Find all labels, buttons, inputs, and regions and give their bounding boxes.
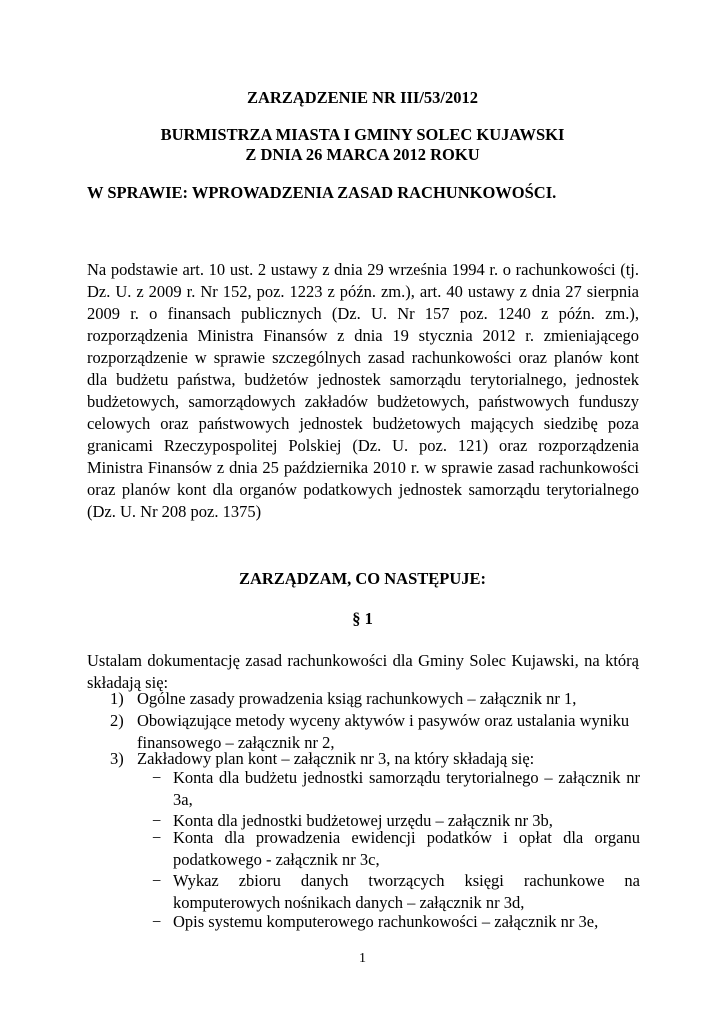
dash-bullet-icon: − (152, 811, 162, 830)
sub-list-item-text: Konta dla prowadzenia ewidencji podatków i opłat dla organu podatkowego - załącznik nr 3c, (173, 828, 640, 869)
decree-heading: ZARZĄDZAM, CO NASTĘPUJE: (238, 569, 487, 588)
list-item (110, 688, 645, 710)
document-title: ZARZĄDZENIE NR III/53/2012 (246, 88, 479, 107)
preamble-paragraph: Na podstawie art. 10 ust. 2 ustawy z dnia 29 września 1994 r. o rachunkowości (tj. Dz. U. z 2009 r. Nr 152, poz. 1223 z późn. zm.), art. 40 ustawy z dnia 27 sierpnia 2009 r. o finansach publicznych (Dz. U. Nr 157 poz. 1240 z późn. zm.), rozporządzenia Ministra Finansów z dnia 19 stycznia 2012 r. zmieniającego rozporządzenie w sprawie szczególnych zasad rachunkowości oraz planów kont dla budżetu państwa, budżetów jednostek samorządu terytorialnego, jednostek budżetowych, samorządowych zakładów budżetowych, państwowych funduszy celowych oraz państwowych jednostek budżetowych mających siedzibę poza granicami Rzeczypospolitej Polskiej (Dz. U. poz. 121) oraz rozporządzenia Ministra Finansów z dnia 25 października 2010 r. w sprawie zasad rachunkowości oraz planów kont dla organów podatkowych jednostek samorządu terytorialnego (Dz. U. Nr 208 poz. 1375) (87, 260, 639, 521)
dash-bullet-icon: − (152, 871, 162, 890)
document-subject: W SPRAWIE: WPROWADZENIA ZASAD RACHUNKOWOŚCI. (87, 183, 557, 202)
sub-list-item-text: Konta dla budżetu jednostki samorządu terytorialnego – załącznik nr 3a, (173, 768, 640, 809)
sub-list-item-text: Wykaz zbioru danych tworzących księgi rachunkowe na komputerowych nośnikach danych – załącznik nr 3d, (173, 871, 640, 912)
list-item-number: 3) (110, 749, 124, 768)
list-item-number: 2) (110, 711, 124, 730)
list-item-number: 1) (110, 689, 124, 708)
sub-list-item (152, 827, 640, 871)
sub-list-item-text: Opis systemu komputerowego rachunkowości – załącznik nr 3e, (173, 912, 599, 931)
sub-list-item (152, 870, 640, 914)
issuer-line-2: Z DNIA 26 MARCA 2012 ROKU (245, 145, 480, 164)
sub-list-item (152, 767, 640, 811)
list-item-text: Ogólne zasady prowadzenia ksiąg rachunkowych – załącznik nr 1, (137, 689, 577, 708)
list-item-text: Zakładowy plan kont – załącznik nr 3, na który składają się: (137, 749, 535, 768)
page-number: 1 (359, 951, 366, 966)
list-item-text: Obowiązujące metody wyceny aktywów i pasywów oraz ustalania wyniku finansowego – załącznik nr 2, (137, 711, 630, 752)
sub-list-item (152, 911, 640, 933)
issuer-line-1: BURMISTRZA MIASTA I GMINY SOLEC KUJAWSKI (160, 125, 565, 144)
dash-bullet-icon: − (152, 912, 162, 931)
intro-paragraph: Ustalam dokumentację zasad rachunkowości dla Gminy Solec Kujawski, na którą składają się: (87, 651, 639, 692)
dash-bullet-icon: − (152, 828, 162, 847)
section-heading: § 1 (352, 609, 373, 628)
dash-bullet-icon: − (152, 768, 162, 787)
sub-list-item-text: Konta dla jednostki budżetowej urzędu – załącznik nr 3b, (173, 811, 553, 830)
